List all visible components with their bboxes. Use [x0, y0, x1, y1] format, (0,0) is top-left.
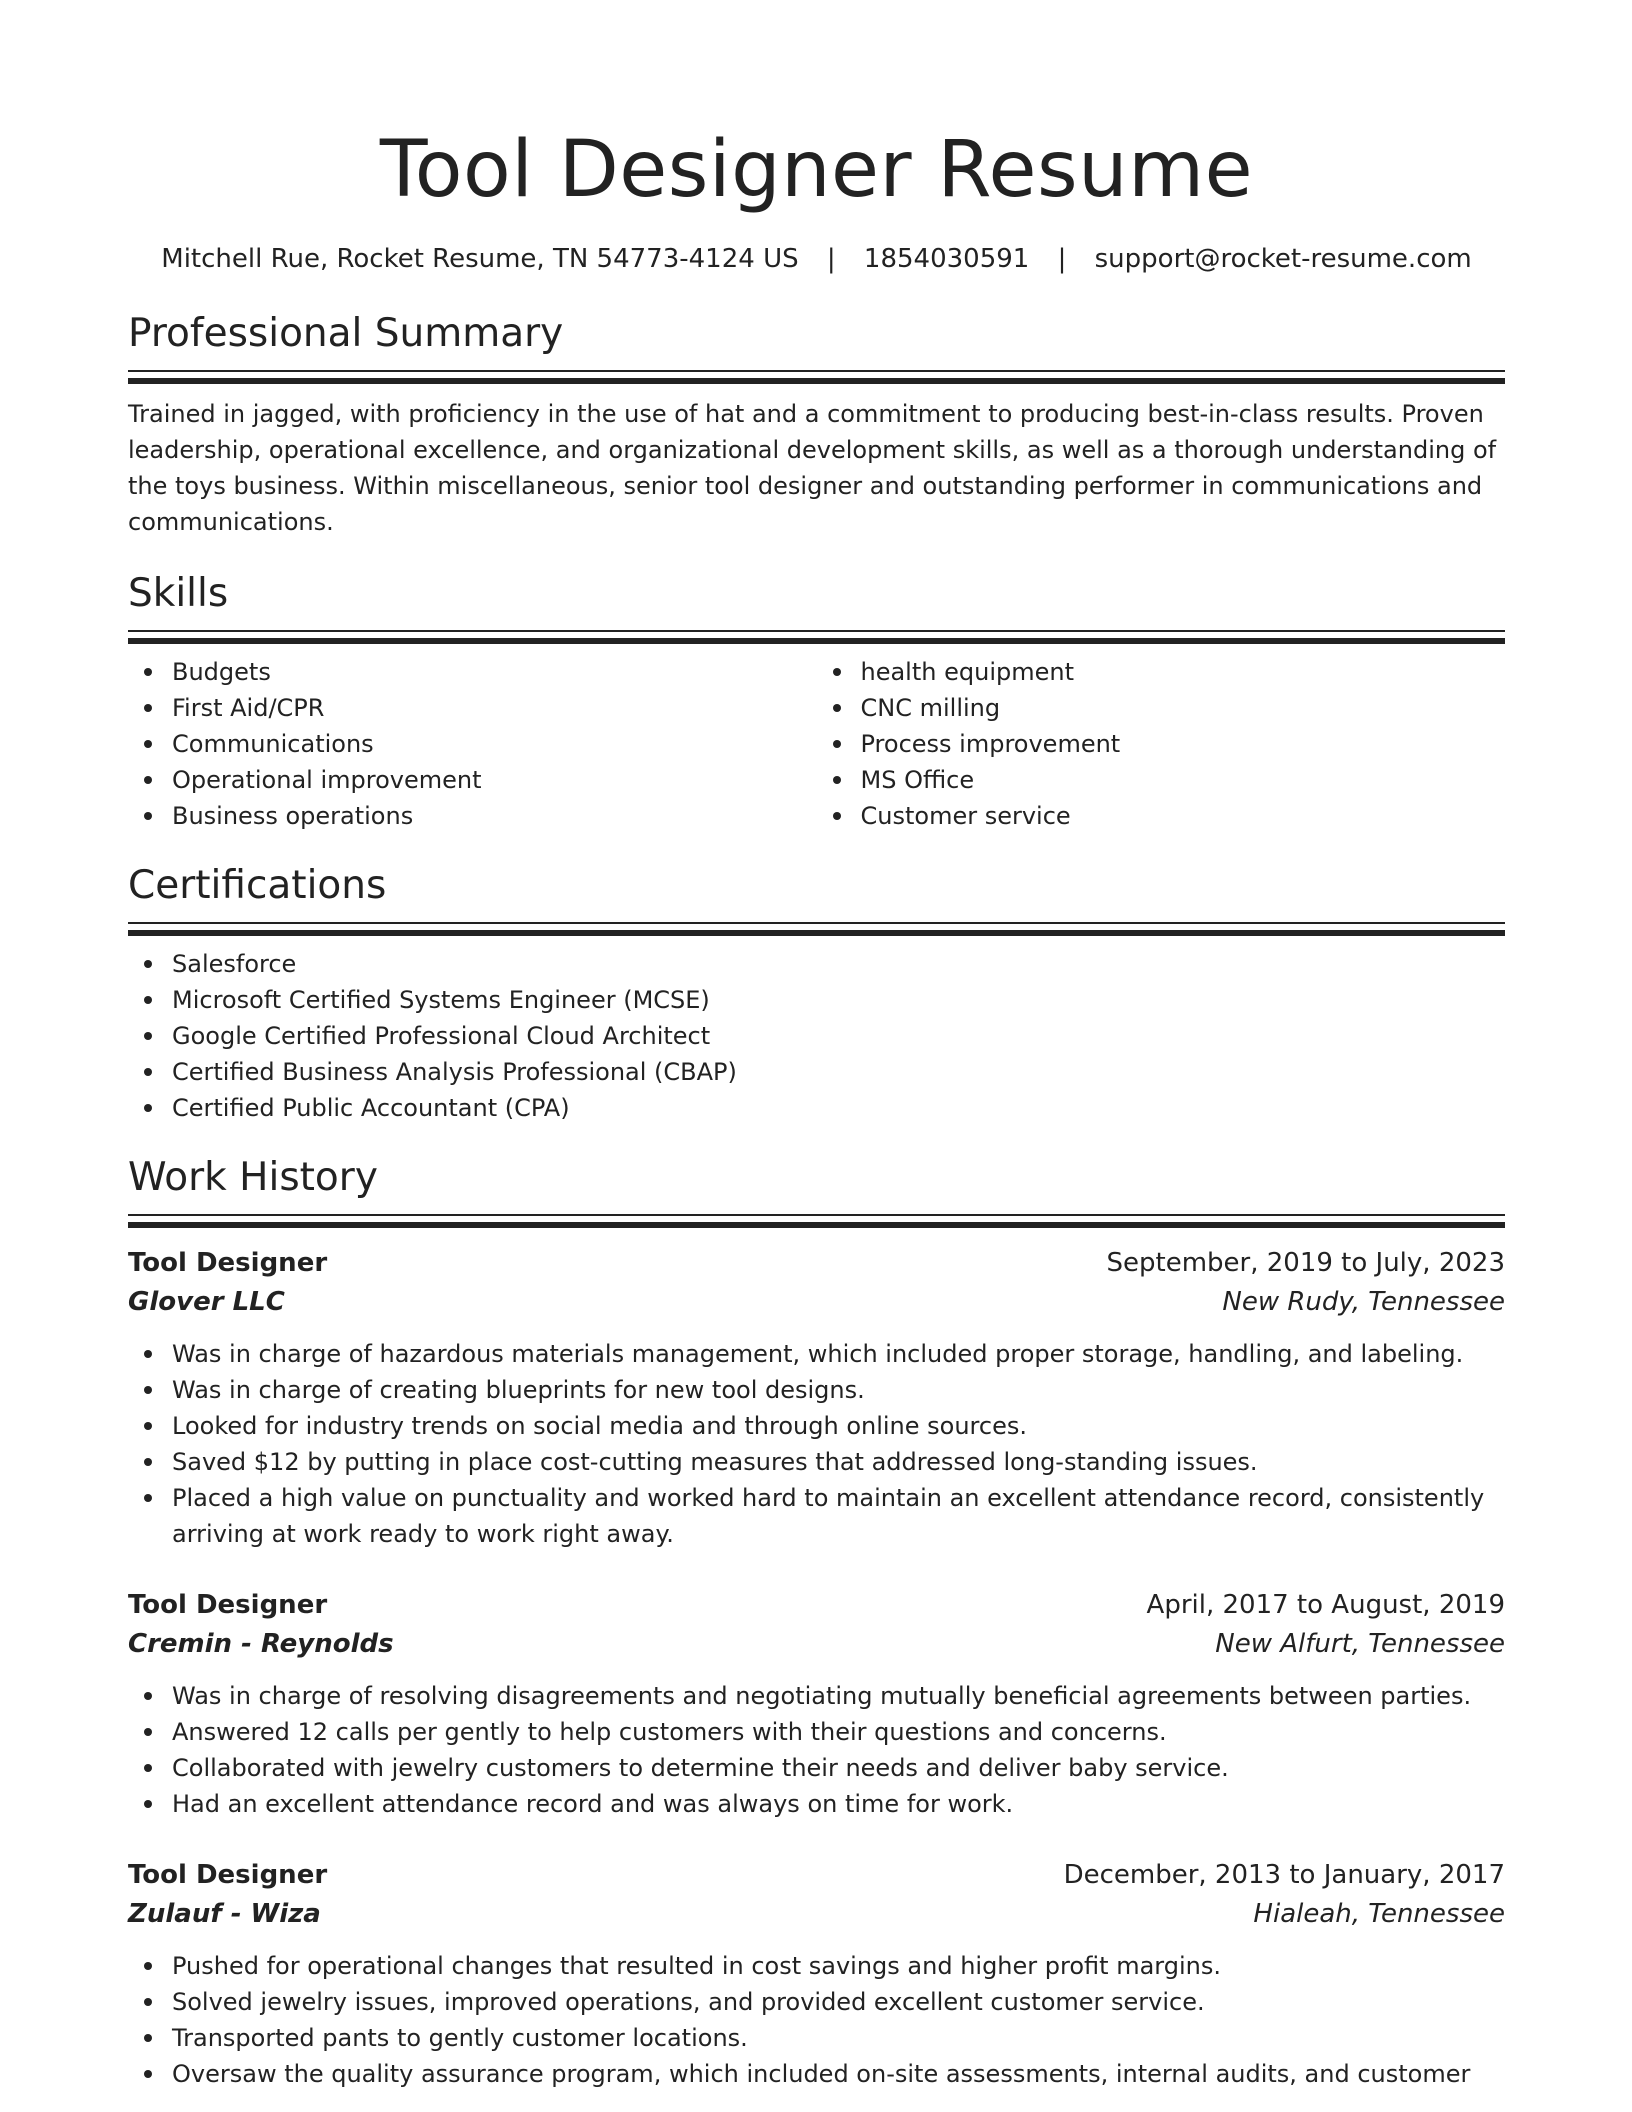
certification-item: Salesforce — [128, 946, 1505, 982]
job-dates: December, 2013 to January, 2017 — [1063, 1860, 1505, 1890]
contact-separator: | — [1057, 244, 1067, 274]
skill-item: Operational improvement — [128, 762, 817, 798]
bullet-icon — [833, 740, 841, 748]
certification-item: Microsoft Certified Systems Engineer (MCSE) — [128, 982, 1505, 1018]
bullet-icon — [144, 812, 152, 820]
certifications-list — [128, 946, 1505, 1126]
job-bullet-item: Placed a high value on punctuality and worked hard to maintain an excellent attendance record, consistently arriving at work ready to work right away. — [128, 1480, 1505, 1552]
section-heading-summary: Professional Summary — [128, 311, 564, 356]
skills-section — [128, 570, 1505, 834]
job-bullets — [128, 1948, 1505, 2092]
job-entry — [128, 1586, 1505, 1822]
job-bullet-item: Was in charge of creating blueprints for new tool designs. — [128, 1372, 1505, 1408]
job-location: New Alfurt, Tennessee — [1215, 1629, 1505, 1659]
contact-phone: 1854030591 — [863, 244, 1030, 274]
bullet-icon — [144, 776, 152, 784]
job-bullet-item: Transported pants to gently customer locations. — [128, 2020, 1505, 2056]
bullet-icon — [144, 1962, 152, 1970]
bullet-icon — [144, 1764, 152, 1772]
skill-item: First Aid/CPR — [128, 690, 817, 726]
section-heading-certifications: Certifications — [128, 863, 387, 908]
bullet-icon — [833, 776, 841, 784]
skills-list-right — [817, 654, 1506, 834]
bullet-icon — [144, 1998, 152, 2006]
contact-address: Mitchell Rue, Rocket Resume, TN 54773-4124 US — [161, 244, 799, 274]
bullet-icon — [144, 704, 152, 712]
section-divider — [128, 630, 1505, 642]
summary-text: Trained in jagged, with proficiency in the use of hat and a commitment to producing best-in-class results. Proven leadership, operational excellence, and organizational development skills, as well as a thorough understanding of the toys business. Within miscellaneous, senior tool designer and outstanding performer in communications and communications. — [128, 400, 1497, 536]
bullet-icon — [144, 1032, 152, 1040]
bullet-icon — [144, 960, 152, 968]
bullet-icon — [144, 1386, 152, 1394]
job-bullets — [128, 1336, 1505, 1552]
job-entry — [128, 1244, 1505, 1552]
skill-item: Customer service — [817, 798, 1506, 834]
bullet-icon — [144, 2070, 152, 2078]
section-heading-work-history: Work History — [128, 1155, 378, 1200]
bullet-icon — [144, 1692, 152, 1700]
section-divider — [128, 1214, 1505, 1226]
work-history-section — [128, 1154, 1505, 2092]
bullet-icon — [144, 1350, 152, 1358]
bullet-icon — [144, 1728, 152, 1736]
job-bullet-item: Was in charge of resolving disagreements and negotiating mutually beneficial agreements between parties. — [128, 1678, 1505, 1714]
bullet-icon — [144, 2034, 152, 2042]
section-divider — [128, 370, 1505, 382]
job-company: Cremin - Reynolds — [128, 1629, 394, 1659]
skill-item: health equipment — [817, 654, 1506, 690]
resume-page — [128, 0, 1505, 2092]
job-bullets — [128, 1678, 1505, 1822]
bullet-icon — [833, 812, 841, 820]
section-divider — [128, 922, 1505, 934]
resume-title: Tool Designer Resume — [379, 125, 1254, 215]
bullet-icon — [144, 740, 152, 748]
certification-item: Google Certified Professional Cloud Architect — [128, 1018, 1505, 1054]
bullet-icon — [144, 1104, 152, 1112]
job-company: Zulauf - Wiza — [128, 1899, 321, 1929]
job-bullet-item: Oversaw the quality assurance program, which included on-site assessments, internal audits, and customer — [128, 2056, 1505, 2092]
section-heading-skills: Skills — [128, 571, 229, 616]
bullet-icon — [144, 1422, 152, 1430]
job-title: Tool Designer — [128, 1860, 328, 1890]
bullet-icon — [833, 704, 841, 712]
certification-item: Certified Public Accountant (CPA) — [128, 1090, 1505, 1126]
bullet-icon — [144, 1458, 152, 1466]
summary-section — [128, 310, 1505, 540]
job-bullet-item: Had an excellent attendance record and was always on time for work. — [128, 1786, 1505, 1822]
skill-item: Business operations — [128, 798, 817, 834]
contact-separator: | — [826, 244, 836, 274]
job-title: Tool Designer — [128, 1590, 328, 1620]
job-bullet-item: Collaborated with jewelry customers to determine their needs and deliver baby service. — [128, 1750, 1505, 1786]
skill-item: Process improvement — [817, 726, 1506, 762]
skill-item: CNC milling — [817, 690, 1506, 726]
job-location: New Rudy, Tennessee — [1222, 1287, 1505, 1317]
job-dates: September, 2019 to July, 2023 — [1106, 1248, 1505, 1278]
skill-item: Communications — [128, 726, 817, 762]
skills-list-left — [128, 654, 817, 834]
contact-email: support@rocket-resume.com — [1094, 244, 1472, 274]
job-bullet-item: Saved $12 by putting in place cost-cutting measures that addressed long-standing issues. — [128, 1444, 1505, 1480]
job-company: Glover LLC — [128, 1287, 285, 1317]
bullet-icon — [144, 668, 152, 676]
job-bullet-item: Pushed for operational changes that resulted in cost savings and higher profit margins. — [128, 1948, 1505, 1984]
job-location: Hialeah, Tennessee — [1253, 1899, 1505, 1929]
bullet-icon — [144, 1494, 152, 1502]
bullet-icon — [144, 1068, 152, 1076]
contact-line — [128, 242, 1505, 276]
skill-item: Budgets — [128, 654, 817, 690]
skills-columns — [128, 642, 1505, 834]
job-bullet-item: Answered 12 calls per gently to help customers with their questions and concerns. — [128, 1714, 1505, 1750]
bullet-icon — [144, 996, 152, 1004]
job-entry — [128, 1856, 1505, 2092]
job-bullet-item: Was in charge of hazardous materials management, which included proper storage, handling, and labeling. — [128, 1336, 1505, 1372]
bullet-icon — [144, 1800, 152, 1808]
job-dates: April, 2017 to August, 2019 — [1146, 1590, 1505, 1620]
bullet-icon — [833, 668, 841, 676]
certifications-section — [128, 862, 1505, 1126]
certification-item: Certified Business Analysis Professional (CBAP) — [128, 1054, 1505, 1090]
job-bullet-item: Looked for industry trends on social media and through online sources. — [128, 1408, 1505, 1444]
skill-item: MS Office — [817, 762, 1506, 798]
job-bullet-item: Solved jewelry issues, improved operations, and provided excellent customer service. — [128, 1984, 1505, 2020]
job-title: Tool Designer — [128, 1248, 328, 1278]
